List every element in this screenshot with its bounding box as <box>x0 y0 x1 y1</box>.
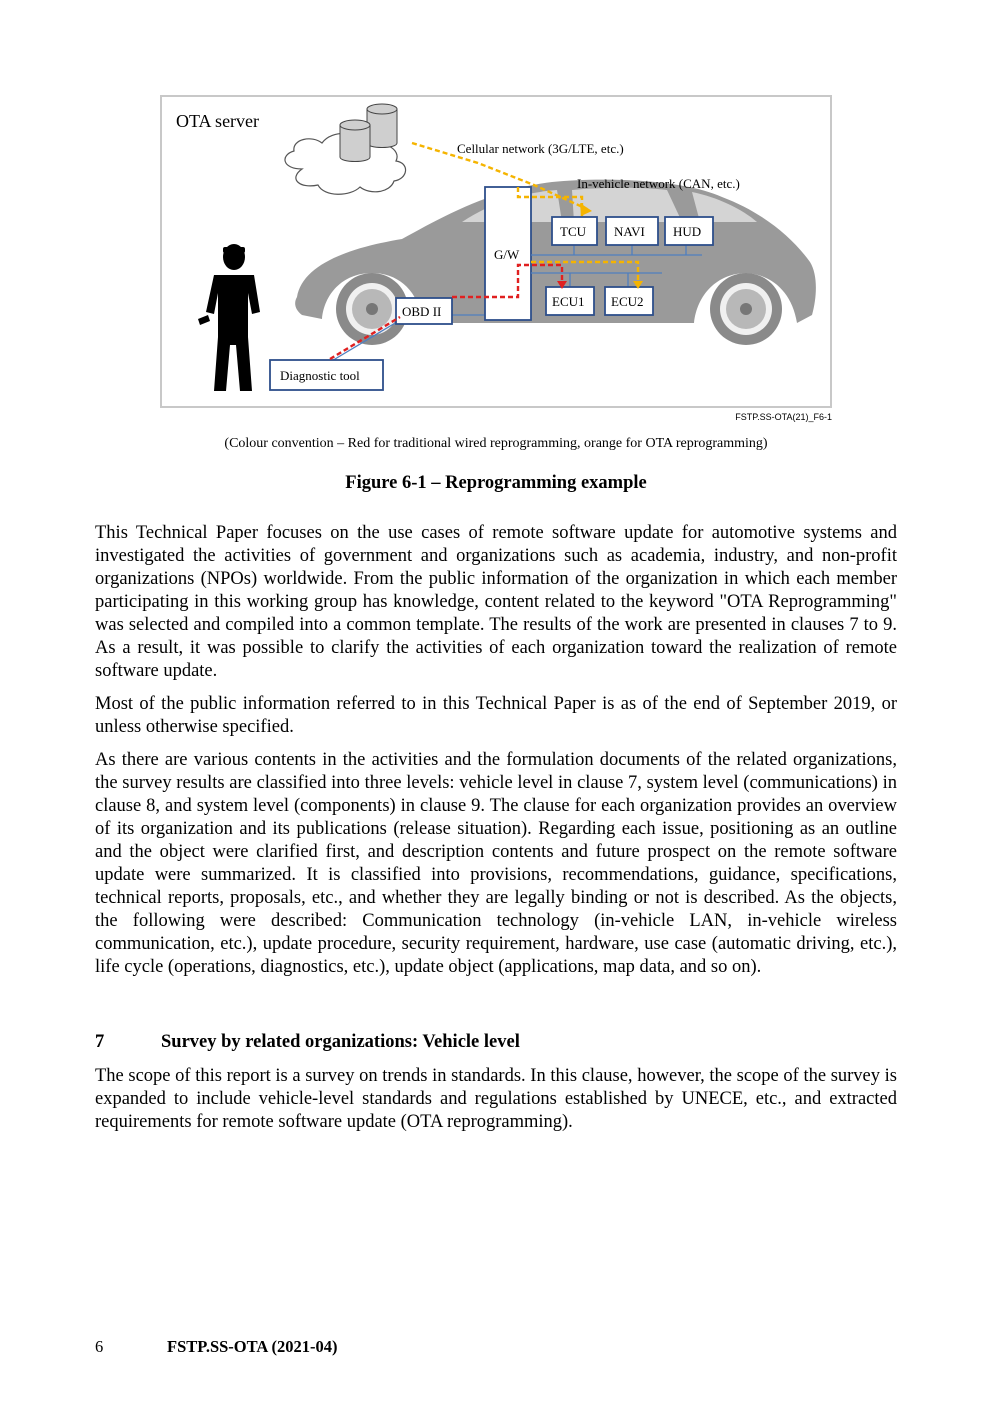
tcu-label: TCU <box>560 224 586 239</box>
technician-icon <box>198 244 260 391</box>
document-code: FSTP.SS-OTA (2021-04) <box>167 1337 338 1356</box>
figure-id: FSTP.SS-OTA(21)_F6-1 <box>735 412 832 422</box>
cellular-network-label: Cellular network (3G/LTE, etc.) <box>457 141 624 156</box>
obd-label: OBD II <box>402 304 442 319</box>
diagnostic-tool-label: Diagnostic tool <box>280 368 360 383</box>
paragraph-3: As there are various contents in the activities and the formulation documents of the related organizations, the survey results are classified into three levels: vehicle level in clause 7, system level (communications) in clause 8, and system level (components) in clause 9. The clause for each organization provides an overview of its organization and its publications (release situation). Regarding each issue, positioning as an outline and the object were clarified first, and description contents and future prospect on the remote software update were summarized. It is classified into provisions, recommendations, guidance, specifications, technical reports, proposals, etc., and whether they are legally binding or not is described. As the objects, the following were described: Communication technology (in-vehicle LAN, in-vehicle wireless communication, etc.), update procedure, security requirement, hardware, use case (automatic driving, etc.), life cycle (operations, diagnostics, etc.), update object (applications, map data, and so on). <box>95 750 897 977</box>
page-number: 6 <box>95 1337 104 1356</box>
navi-label: NAVI <box>614 224 645 239</box>
page-footer <box>95 1337 338 1357</box>
ecu1-label: ECU1 <box>552 294 585 309</box>
paragraph-2: Most of the public information referred to in this Technical Paper is as of the end of September 2019, or unless otherwise specified. <box>95 694 897 737</box>
front-wheel <box>710 273 782 345</box>
ecu2-label: ECU2 <box>611 294 644 309</box>
reprogramming-diagram <box>162 97 830 406</box>
ota-server-label: OTA server <box>176 111 260 131</box>
reprogramming-figure <box>160 95 832 408</box>
section-number: 7 <box>95 1032 105 1052</box>
figure-caption: Figure 6-1 – Reprogramming example <box>345 473 647 493</box>
hud-label: HUD <box>673 224 702 239</box>
in-vehicle-network-label: In-vehicle network (CAN, etc.) <box>577 176 740 191</box>
paragraph-1: This Technical Paper focuses on the use cases of remote software update for automotive systems and investigated the activities of government and organizations such as academia, industry, and non-profit organizations (NPOs) worldwide. From the public information of the organization in which each member participating in this working group has knowledge, content related to the keyword "OTA Reprogramming" was selected and compiled into a common template. The results of the work are presented in clauses 7 to 9. As a result, it was possible to clarify the activities of each organization toward the realization of remote software update. <box>95 523 897 681</box>
section-heading <box>95 1032 520 1053</box>
gateway-label: G/W <box>494 247 520 262</box>
figure-note: (Colour convention – Red for traditional wired reprogramming, orange for OTA reprogramming) <box>224 436 768 451</box>
section-title: Survey by related organizations: Vehicle level <box>161 1032 520 1052</box>
section-paragraph: The scope of this report is a survey on trends in standards. In this clause, however, the scope of the survey is expanded to include vehicle-level standards and regulations established by UNECE, etc., and extracted requirements for remote software update (OTA reprogramming). <box>95 1066 897 1132</box>
